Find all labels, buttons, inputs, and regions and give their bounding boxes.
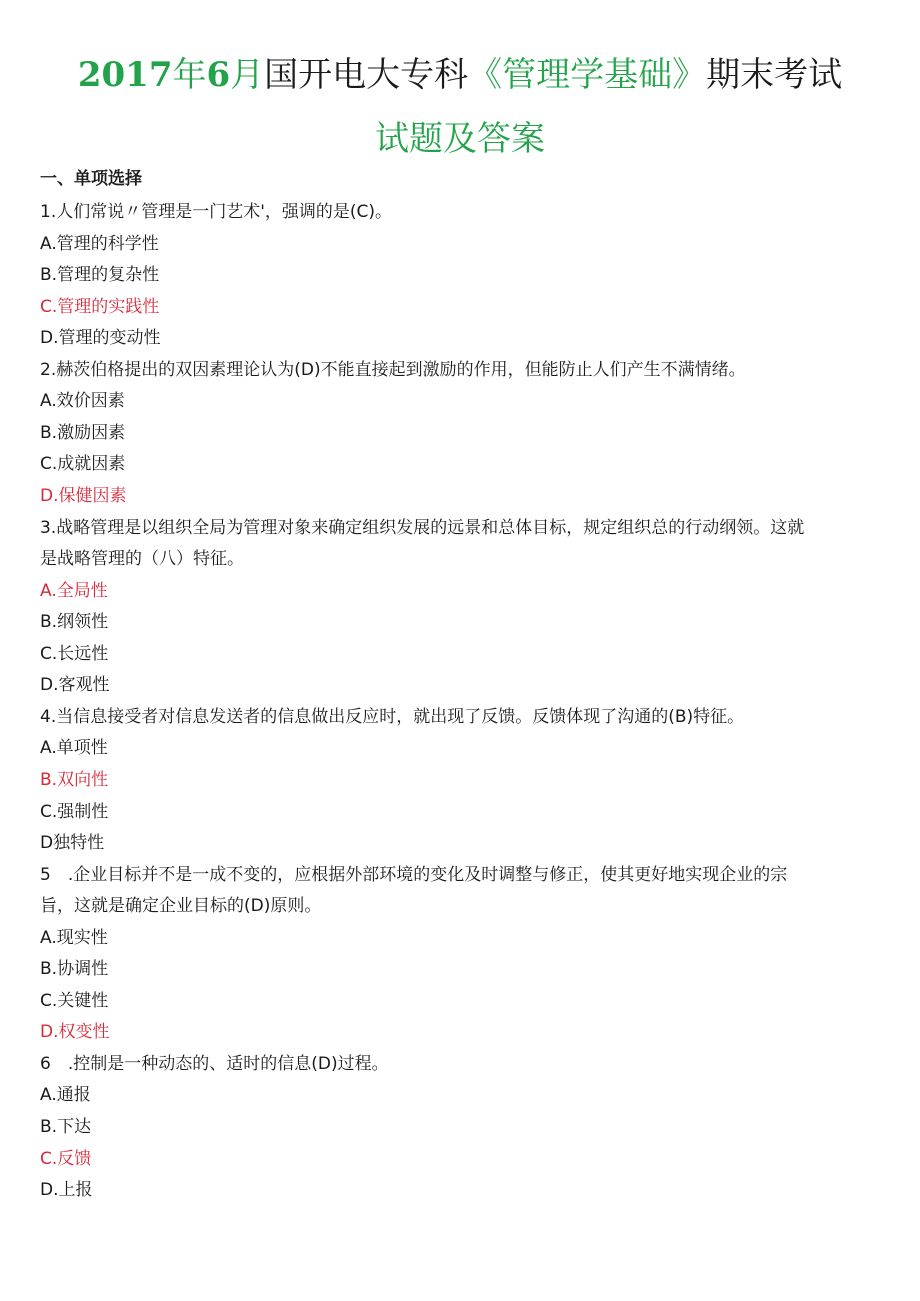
question-text-line: A.管理的科学性 xyxy=(40,233,159,254)
answer-option-line: C.反馈 xyxy=(40,1148,92,1169)
question-text-line: A.单项性 xyxy=(40,738,108,759)
question-text-line: 是战略管理的（八）特征。 xyxy=(40,549,244,569)
answer-option-line: D.保健因素 xyxy=(40,485,127,506)
question-text-line: B.激励因素 xyxy=(40,422,126,443)
question-text-line: D.客观性 xyxy=(40,675,110,696)
question-text-line: 2.赫茨伯格提出的双因素理论认为(D)不能直接起到激励的作用，但能防止人们产生不满情绪。 xyxy=(40,359,746,380)
document-subtitle: 试题及答案 xyxy=(375,119,545,159)
question-text-line: C.成就因素 xyxy=(40,454,126,475)
question-text-line: B.纲领性 xyxy=(40,612,109,633)
question-text-line: B.管理的复杂性 xyxy=(40,265,160,286)
question-text-line: A.现实性 xyxy=(40,927,108,948)
answer-option-line: C.管理的实践性 xyxy=(40,296,160,317)
question-text-line: C.强制性 xyxy=(40,801,109,822)
title-month-num: 6 xyxy=(206,55,231,95)
question-text-line: C.长远性 xyxy=(40,643,109,664)
question-text-line: 旨，这就是确定企业目标的(D)原则。 xyxy=(40,896,322,917)
section-heading: 一、单项选择 xyxy=(40,169,142,189)
question-text-line: 1.人们常说〃管理是一门艺术'，强调的是(C)。 xyxy=(40,202,393,222)
question-text-line: D.上报 xyxy=(40,1180,93,1201)
question-text-line: C.关键性 xyxy=(40,990,109,1011)
answer-option-line: B.双向性 xyxy=(40,769,109,790)
title-book: 《管理学基础》 xyxy=(468,55,707,95)
title-year: 2017 xyxy=(77,55,173,95)
question-text-line: D.管理的变动性 xyxy=(40,328,161,349)
question-text-line: B.下达 xyxy=(40,1117,92,1137)
document-title xyxy=(0,50,920,100)
title-month: 月 xyxy=(230,55,265,95)
title-mid: 国开电大专科 xyxy=(264,55,469,95)
answer-option-line: D.权变性 xyxy=(40,1022,110,1043)
question-text-line: A.通报 xyxy=(40,1085,91,1106)
question-text-line: 5 .企业目标并不是一成不变的，应根据外部环境的变化及时调整与修正，使其更好地实现企业的宗 xyxy=(40,864,788,885)
question-text-line: A.效价因素 xyxy=(40,391,125,412)
question-text-line: D独特性 xyxy=(40,833,105,853)
answer-option-line: A.全局性 xyxy=(40,580,108,601)
title-nian: 年 xyxy=(172,55,207,95)
question-text-line: 6 .控制是一种动态的、适时的信息(D)过程。 xyxy=(40,1053,389,1074)
question-text-line: B.协调性 xyxy=(40,959,109,980)
question-text-line: 3.战略管理是以组织全局为管理对象来确定组织发展的远景和总体目标，规定组织总的行动纲领。这就 xyxy=(40,517,805,538)
question-text-line: 4.当信息接受者对信息发送者的信息做出反应时，就出现了反馈。反馈体现了沟通的(B)特征。 xyxy=(40,706,745,727)
title-end: 期末考试 xyxy=(706,55,843,95)
